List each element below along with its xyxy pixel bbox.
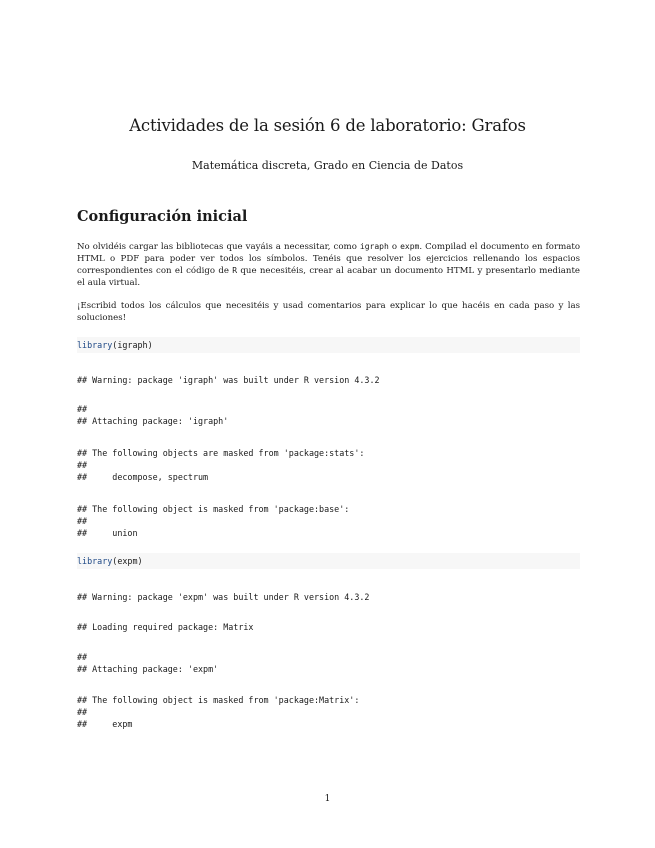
output-block xyxy=(77,503,349,539)
inline-code-expm: expm xyxy=(400,242,420,251)
code-block-library-igraph xyxy=(77,337,580,353)
output-block xyxy=(77,447,364,483)
output-line: ## xyxy=(77,460,88,470)
output-line: ## Loading required package: Matrix xyxy=(77,622,254,632)
output-line: ## xyxy=(77,516,88,526)
output-block xyxy=(77,694,359,730)
output-block xyxy=(77,374,380,386)
intro-text-3: . Compilad el documento en formato HTML o PDF para poder ver todos los símbolos. Tenéis que resolver los ejercicios rellenando los espacios correspondientes con el código de xyxy=(77,242,580,276)
output-line: ## Warning: package 'igraph' was built under R version 4.3.2 xyxy=(77,375,380,385)
output-line: ## xyxy=(77,652,88,662)
output-line: ## decompose, spectrum xyxy=(77,472,209,482)
instructions-paragraph: ¡Escribid todos los cálculos que necesitéis y usad comentarios para explicar lo que hacéis en cada paso y las soluciones! xyxy=(77,301,580,323)
code-keyword: library xyxy=(77,556,113,566)
output-block xyxy=(77,403,228,427)
output-block xyxy=(77,651,218,675)
document-subtitle: Matemática discreta, Grado en Ciencia de Datos xyxy=(191,159,464,172)
output-line: ## Attaching package: 'igraph' xyxy=(77,416,229,426)
code-keyword: library xyxy=(77,340,113,350)
output-line: ## The following object is masked from 'package:base': xyxy=(77,504,350,514)
inline-code-r: R xyxy=(232,266,238,275)
output-line: ## The following object is masked from 'package:Matrix': xyxy=(77,695,360,705)
output-block xyxy=(77,591,369,603)
intro-text-4: que necesitéis, crear al acabar un documento HTML y presentarlo mediante el aula virtual. xyxy=(77,266,580,288)
intro-text-1: No olvidéis cargar las bibliotecas que vayáis a necessitar, como xyxy=(77,242,360,252)
output-line: ## union xyxy=(77,528,138,538)
output-line: ## xyxy=(77,707,88,717)
inline-code-igraph: igraph xyxy=(359,242,389,251)
output-line: ## Warning: package 'expm' was built under R version 4.3.2 xyxy=(77,592,370,602)
code-argument: (igraph) xyxy=(112,340,153,350)
output-block xyxy=(77,621,253,633)
intro-paragraph xyxy=(77,241,580,289)
section-heading: Configuración inicial xyxy=(77,208,248,225)
output-line: ## The following objects are masked from 'package:stats': xyxy=(77,448,365,458)
document-title: Actividades de la sesión 6 de laboratorio: Grafos xyxy=(129,116,526,135)
output-line: ## Attaching package: 'expm' xyxy=(77,664,219,674)
intro-text-2: o xyxy=(388,242,401,252)
output-line: ## expm xyxy=(77,719,133,729)
output-line: ## xyxy=(77,404,88,414)
code-block-library-expm xyxy=(77,553,580,569)
page-number: 1 xyxy=(324,794,331,804)
code-argument: (expm) xyxy=(112,556,143,566)
